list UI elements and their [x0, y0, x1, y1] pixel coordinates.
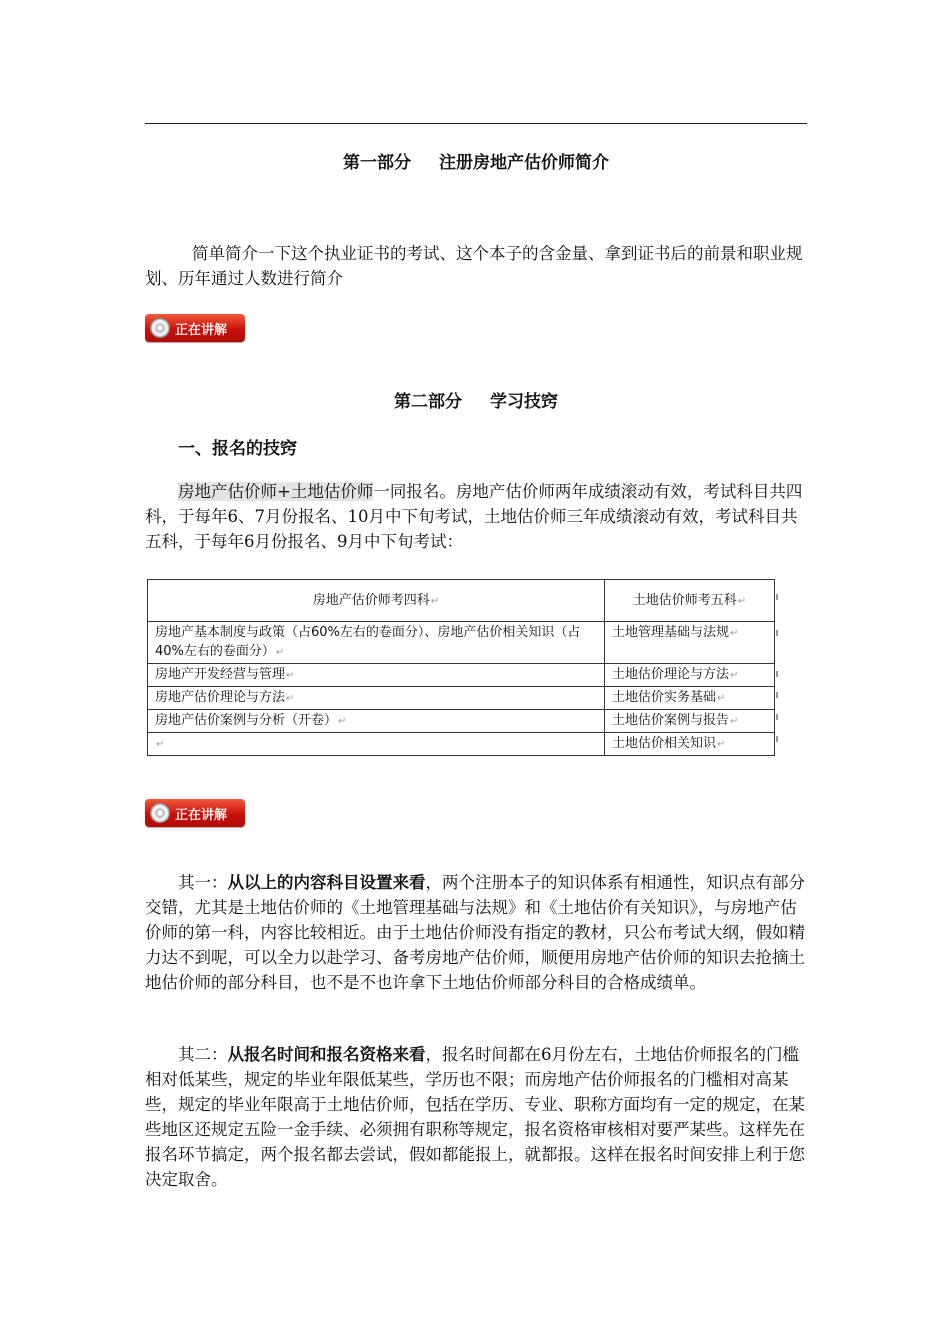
- part1-heading: [145, 148, 807, 173]
- point-two-emphasis: 从报名时间和报名资格来看: [227, 1045, 426, 1064]
- row-end-mark: [776, 692, 778, 698]
- table-row: [148, 664, 775, 687]
- badge-label: 正在讲解: [175, 322, 228, 338]
- table-cell: 房地产估价理论与方法↵: [148, 687, 605, 710]
- table-cell: 房地产开发经营与管理↵: [148, 664, 605, 687]
- table-header: 土地估价师考五科↵: [605, 580, 775, 622]
- table-row: [148, 687, 775, 710]
- part2-title: 学习技窍: [490, 392, 558, 412]
- table-cell: ↵: [148, 733, 605, 756]
- part2-heading: [145, 387, 807, 412]
- row-end-mark: [776, 630, 778, 636]
- point-two-paragraph: [145, 1042, 807, 1192]
- point-one-emphasis: 从以上的内容科目设置来看: [227, 873, 426, 892]
- subjects-table: [147, 579, 775, 756]
- disc-icon: [150, 803, 170, 823]
- table-row: [148, 622, 775, 664]
- part1-number: 第一部分: [343, 153, 411, 173]
- now-explaining-button[interactable]: [145, 314, 245, 342]
- header-rule: [145, 123, 807, 124]
- intro-paragraph: 简单简介一下这个执业证书的考试、这个本子的含金量、拿到证书后的前景和职业规划、历年通过人数进行简介: [145, 244, 803, 288]
- part1-title: 注册房地产估价师简介: [439, 153, 609, 173]
- table-cell: 房地产估价案例与分析（开卷）↵: [148, 710, 605, 733]
- table-cell: 土地估价案例与报告↵: [605, 710, 775, 733]
- disc-icon: [150, 318, 170, 338]
- row-end-mark: [776, 736, 778, 742]
- table-row: [148, 733, 775, 756]
- point-one-lead: 其一：: [178, 873, 228, 892]
- row-end-mark: [776, 594, 778, 600]
- highlight-real-estate-appraiser: 房地产估价师: [178, 482, 277, 501]
- now-explaining-button[interactable]: [145, 799, 245, 827]
- row-end-mark: [776, 671, 778, 677]
- table-cell: 土地管理基础与法规↵: [605, 622, 775, 664]
- table-row: [148, 710, 775, 733]
- part2-number: 第二部分: [394, 392, 462, 412]
- table-cell: 土地估价实务基础↵: [605, 687, 775, 710]
- table-cell: 土地估价相关知识↵: [605, 733, 775, 756]
- table-cell: 房地产基本制度与政策（占60%左右的卷面分）、房地产估价相关知识（占40%左右的卷面分）↵: [148, 622, 605, 664]
- point-one-paragraph: [145, 870, 807, 995]
- row-end-mark: [776, 714, 778, 720]
- table-header-row: [148, 580, 775, 622]
- section1-heading: 一、报名的技窍: [178, 439, 297, 459]
- badge-label: 正在讲解: [175, 807, 228, 823]
- registration-paragraph: [145, 479, 807, 554]
- point-two-text: ，报名时间都在6月份左右，土地估价师报名的门槛相对低某些，规定的毕业年限低某些，学历也不限；而房地产估价师报名的门槛相对高某些，规定的毕业年限高于土地估价师，包括在学历、专业、职称方面均有一定的规定，在某些地区还规定五险一金手续、必须拥有职称等规定，报名资格审核相对要严某些。这样先在报名环节搞定，两个报名都去尝试，假如都能报上，就都报。这样在报名时间安排上利于您决定取舍。: [145, 1045, 805, 1189]
- registration-text: 一同报名。房地产估价师两年成绩滚动有效，考试科目共四科，于每年6、7月份报名、10月中下旬考试，土地估价师三年成绩滚动有效，考试科目共五科，于每年6月份报名、9月中下旬考试：: [145, 482, 803, 551]
- highlight-land-appraiser: 土地估价师: [290, 482, 374, 501]
- table-cell: 土地估价理论与方法↵: [605, 664, 775, 687]
- plus-sign: +: [277, 482, 291, 501]
- point-two-lead: 其二：: [178, 1045, 228, 1064]
- table-header: 房地产估价师考四科↵: [148, 580, 605, 622]
- point-one-text: ，两个注册本子的知识体系有相通性，知识点有部分交错，尤其是土地估价师的《土地管理基础与法规》和《土地估价有关知识》，与房地产估价师的第一科，内容比较相近。由于土地估价师没有指定的教材，只公布考试大纲，假如精力达不到呢，可以全力以赴学习、备考房地产估价师，顺便用房地产估价师的知识去抢摘土地估价师的部分科目，也不是不也许拿下土地估价师部分科目的合格成绩单。: [145, 873, 805, 992]
